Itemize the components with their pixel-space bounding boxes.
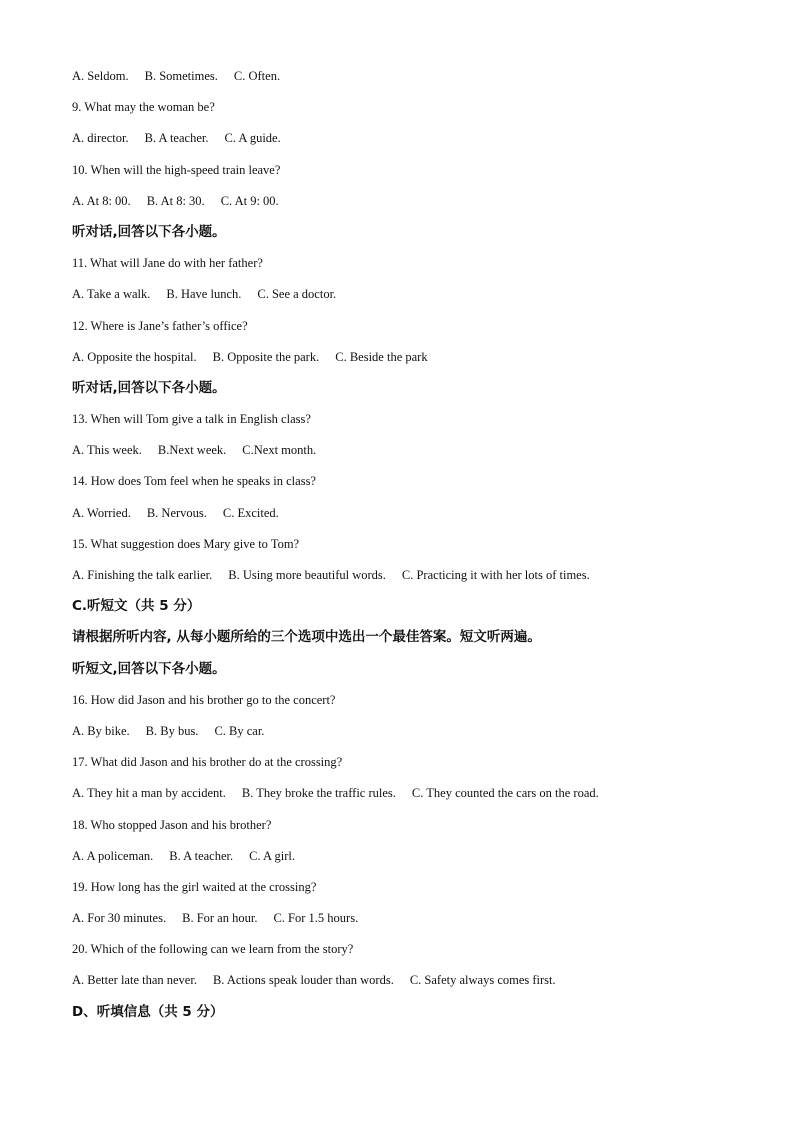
question-text: 10. When will the high-speed train leave? <box>72 162 281 177</box>
section-heading: 听对话,回答以下各小题。 <box>72 223 226 240</box>
answer-option: C. A girl. <box>249 848 295 863</box>
question-text: 15. What suggestion does Mary give to Tom? <box>72 536 300 551</box>
answer-option: C. Safety always comes first. <box>409 973 556 988</box>
answer-options <box>72 966 732 997</box>
answer-option: C. A guide. <box>224 131 281 146</box>
section-heading: D、听填信息（共 5 分） <box>72 1003 224 1020</box>
answer-option: A. Better late than never. <box>72 973 197 988</box>
answer-options <box>72 779 732 810</box>
question-text: 9. What may the woman be? <box>72 100 215 115</box>
answer-option: C. See a doctor. <box>257 287 337 302</box>
question-text: 14. How does Tom feel when he speaks in class? <box>72 474 316 489</box>
answer-options <box>72 343 732 374</box>
answer-option: A. Finishing the talk earlier. <box>72 568 213 582</box>
answer-option: C. For 1.5 hours. <box>273 911 359 926</box>
section-heading: 听短文,回答以下各小题。 <box>72 660 226 677</box>
answer-option: B. Actions speak louder than words. <box>212 973 394 988</box>
answer-option: A. Opposite the hospital. <box>72 349 197 364</box>
answer-option: A. For 30 minutes. <box>72 911 167 926</box>
answer-option: B.Next week. <box>157 443 227 458</box>
answer-option: C. Practicing it with her lots of times. <box>401 568 590 582</box>
answer-option: B. They broke the traffic rules. <box>241 786 396 801</box>
answer-options <box>72 124 732 155</box>
answer-option: B. For an hour. <box>182 911 258 926</box>
question-text: 18. Who stopped Jason and his brother? <box>72 817 272 832</box>
answer-options <box>72 561 732 592</box>
answer-option: B. A teacher. <box>169 848 234 863</box>
answer-options <box>72 187 732 218</box>
answer-option: A. Worried. <box>72 505 131 520</box>
answer-option: B. A teacher. <box>144 131 209 146</box>
answer-option: B. Sometimes. <box>144 69 218 83</box>
answer-option: C. Often. <box>233 69 281 83</box>
answer-options <box>72 436 732 467</box>
question-text: 11. What will Jane do with her father? <box>72 256 263 271</box>
answer-options <box>72 904 732 935</box>
answer-option: C.Next month. <box>242 443 317 458</box>
answer-option: C. Excited. <box>222 505 279 520</box>
answer-options <box>72 842 732 873</box>
answer-option: B. Opposite the park. <box>212 349 320 364</box>
question-text: 12. Where is Jane’s father’s office? <box>72 318 248 333</box>
answer-option: A. Take a walk. <box>72 287 151 302</box>
answer-option: B. At 8: 30. <box>146 193 205 208</box>
answer-option: A. Seldom. <box>72 69 129 83</box>
answer-option: C. Beside the park <box>335 349 428 364</box>
answer-option: C. They counted the cars on the road. <box>411 786 599 801</box>
answer-option: C. By car. <box>214 723 265 738</box>
question-text: 19. How long has the girl waited at the crossing? <box>72 879 317 894</box>
document-page <box>72 62 732 1029</box>
question-text: 16. How did Jason and his brother go to the concert? <box>72 692 336 707</box>
section-heading: 听对话,回答以下各小题。 <box>72 379 226 396</box>
question-text: 13. When will Tom give a talk in English class? <box>72 412 311 427</box>
answer-option: B. By bus. <box>145 723 199 738</box>
answer-option: A. director. <box>72 131 129 146</box>
answer-option: A. At 8: 00. <box>72 193 131 208</box>
answer-option: A. They hit a man by accident. <box>72 786 226 801</box>
answer-option: B. Have lunch. <box>166 287 242 302</box>
answer-option: B. Using more beautiful words. <box>228 568 386 582</box>
answer-options <box>72 62 732 93</box>
answer-options <box>72 499 732 530</box>
answer-option: A. By bike. <box>72 723 130 738</box>
answer-option: A. This week. <box>72 443 142 458</box>
section-heading: 请根据所听内容, 从每小题所给的三个选项中选出一个最佳答案。短文听两遍。 <box>72 629 541 646</box>
answer-option: C. At 9: 00. <box>220 193 279 208</box>
answer-options <box>72 280 732 311</box>
section-heading: C.听短文（共 5 分） <box>72 598 201 615</box>
answer-options <box>72 717 732 748</box>
answer-option: B. Nervous. <box>146 505 207 520</box>
answer-option: A. A policeman. <box>72 848 154 863</box>
question-text: 17. What did Jason and his brother do at the crossing? <box>72 755 343 770</box>
question-text: 20. Which of the following can we learn from the story? <box>72 942 354 957</box>
